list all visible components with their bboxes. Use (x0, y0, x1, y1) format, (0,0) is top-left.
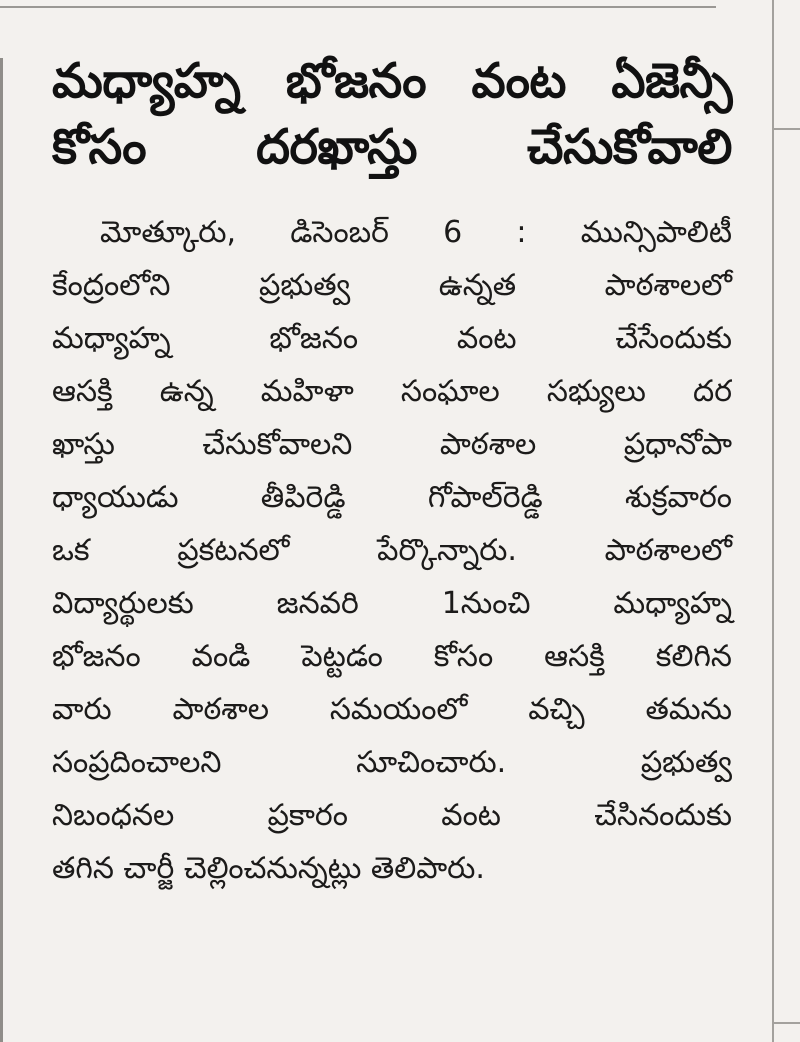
news-article (52, 48, 732, 895)
body-line: వారు పాఠశాల సమయంలో వచ్చి తమను (52, 692, 732, 727)
body-line: మధ్యాహ్న భోజనం వంట చేసేందుకు (52, 321, 732, 356)
body-line: ఆసక్తి ఉన్న మహిళా సంఘాల సభ్యులు దర (52, 374, 732, 409)
body-line: కేంద్రంలోని ప్రభుత్వ ఉన్నత పాఠశాలలో (52, 268, 732, 303)
top-rule (0, 6, 716, 8)
headline-line: మధ్యాహ్న భోజనం వంట ఏజెన్సీ (52, 53, 732, 109)
column-divider (772, 0, 774, 1042)
left-column-rule (0, 58, 3, 1042)
body-line: ధ్యాయుడు తీపిరెడ్డి గోపాల్‌రెడ్డి శుక్రవారం (52, 480, 732, 515)
adjacent-column-rule (774, 128, 800, 130)
body-line: విద్యార్థులకు జనవరి 1నుంచి మధ్యాహ్న (52, 586, 732, 621)
headline-line: కోసం దరఖాస్తు చేసుకోవాలి (52, 119, 732, 175)
body-line: ఖాస్తు చేసుకోవాలని పాఠశాల ప్రధానోపా (52, 427, 732, 462)
body-line: భోజనం వండి పెట్టడం కోసం ఆసక్తి కలిగిన (52, 639, 732, 674)
body-line: సంప్రదించాలని సూచించారు. ప్రభుత్వ (52, 745, 732, 780)
article-headline (52, 48, 732, 180)
body-line: ఒక ప్రకటనలో పేర్కొన్నారు. పాఠశాలలో (52, 533, 732, 568)
body-line: తగిన చార్జీ చెల్లించనున్నట్లు తెలిపారు. (52, 851, 485, 886)
body-line: మోత్కూరు, డిసెంబర్ 6 : మున్సిపాలిటీ (100, 215, 732, 250)
body-line: నిబంధనల ప్రకారం వంట చేసినందుకు (52, 798, 732, 833)
adjacent-column-rule-bottom (774, 1022, 800, 1024)
article-body (52, 206, 732, 895)
